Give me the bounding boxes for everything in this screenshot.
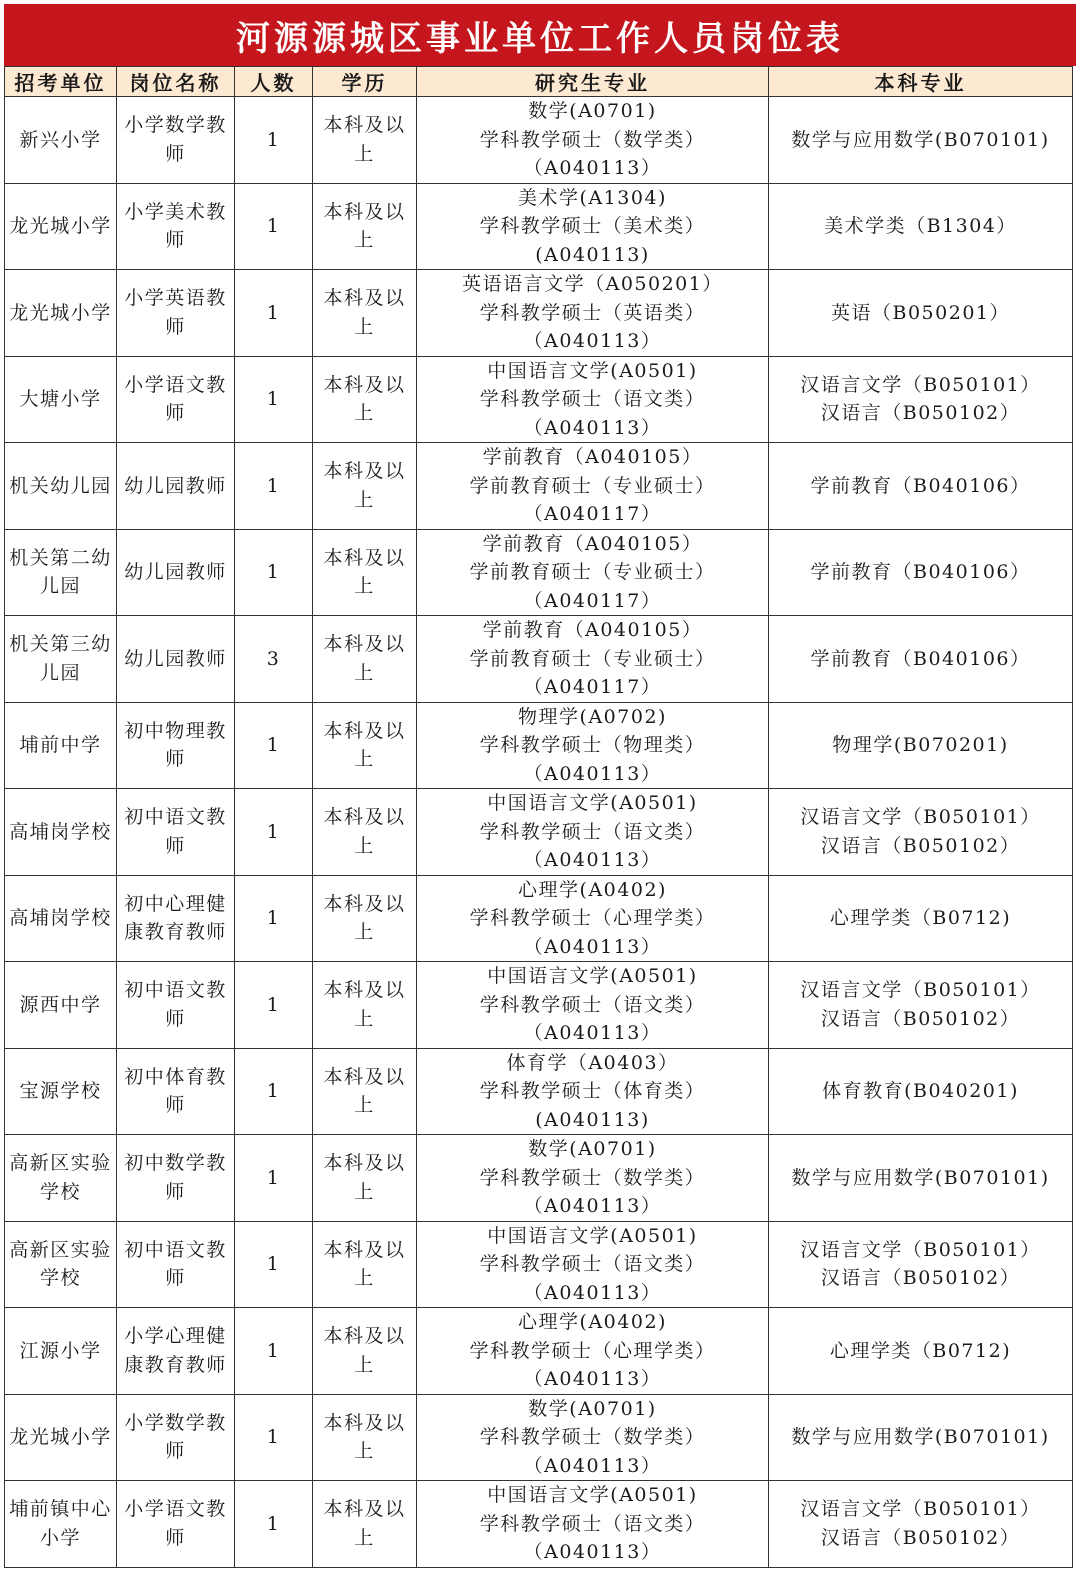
cell-unit: 机关第二幼儿园 — [5, 529, 117, 616]
cell-count: 1 — [235, 529, 313, 616]
table-row — [5, 183, 1073, 270]
cell-undergraduate-major — [769, 529, 1073, 616]
cell-graduate-major-line: 数学(A0701) — [528, 1138, 657, 1160]
cell-graduate-major-line: 学科教学硕士（心理学类） — [469, 907, 716, 929]
table-row — [5, 1221, 1073, 1308]
cell-position: 幼儿园教师 — [117, 443, 235, 530]
cell-unit: 大塘小学 — [5, 356, 117, 443]
cell-undergraduate-major-line: 汉语言（B050102） — [820, 1526, 1021, 1549]
cell-count: 1 — [235, 1221, 313, 1308]
cell-graduate-major — [417, 1308, 769, 1395]
cell-undergraduate-major-line: 汉语言文学（B050101） — [800, 373, 1041, 396]
cell-unit: 龙光城小学 — [5, 1394, 117, 1481]
cell-graduate-major — [417, 702, 769, 789]
cell-count: 1 — [235, 356, 313, 443]
cell-position: 初中语文教师 — [117, 962, 235, 1049]
cell-graduate-major-line: 学科教学硕士（心理学类） — [469, 1339, 716, 1362]
cell-education: 本科及以上 — [313, 789, 417, 876]
cell-graduate-major-line: 英语语言文学（A050201） — [462, 273, 723, 295]
cell-graduate-major-line: （A040113） — [523, 1195, 662, 1217]
cell-unit: 机关幼儿园 — [5, 443, 117, 530]
cell-graduate-major-line: 学科教学硕士（数学类） — [479, 128, 706, 151]
cell-graduate-major-line: 中国语言文学(A0501) — [487, 1224, 698, 1247]
cell-graduate-major-line: （A040113） — [523, 157, 662, 179]
cell-undergraduate-major-line: 数学与应用数学(B070101) — [791, 1426, 1050, 1448]
cell-undergraduate-major — [769, 443, 1073, 530]
cell-undergraduate-major-line: 英语（B050201） — [831, 301, 1010, 324]
header-count: 人数 — [235, 67, 313, 97]
cell-position: 幼儿园教师 — [117, 616, 235, 703]
cell-graduate-major-line: （A040117） — [523, 676, 662, 698]
cell-undergraduate-major — [769, 789, 1073, 876]
cell-unit: 龙光城小学 — [5, 270, 117, 357]
table-row — [5, 616, 1073, 703]
cell-graduate-major-line: 学科教学硕士（物理类） — [479, 734, 706, 756]
cell-graduate-major-line: 学科教学硕士（语文类） — [479, 993, 706, 1016]
table-row — [5, 1048, 1073, 1135]
cell-graduate-major — [417, 1481, 769, 1568]
cell-graduate-major — [417, 443, 769, 530]
cell-unit: 高新区实验学校 — [5, 1221, 117, 1308]
table-row — [5, 875, 1073, 962]
cell-graduate-major-line: （A040117） — [523, 589, 662, 612]
cell-undergraduate-major — [769, 183, 1073, 270]
cell-undergraduate-major — [769, 1308, 1073, 1395]
cell-undergraduate-major-line: 学前教育（B040106） — [810, 647, 1031, 670]
cell-undergraduate-major — [769, 1394, 1073, 1481]
cell-graduate-major-line: 学科教学硕士（体育类） — [479, 1080, 706, 1102]
cell-graduate-major-line: 学科教学硕士（语文类） — [479, 388, 706, 410]
cell-position: 小学语文教师 — [117, 356, 235, 443]
cell-undergraduate-major — [769, 1048, 1073, 1135]
cell-undergraduate-major-line: 汉语言文学（B050101） — [800, 1498, 1041, 1521]
cell-education: 本科及以上 — [313, 1048, 417, 1135]
cell-position: 小学数学教师 — [117, 97, 235, 184]
cell-count: 1 — [235, 702, 313, 789]
header-undergraduate-major: 本科专业 — [769, 67, 1073, 97]
cell-graduate-major-line: （A040113） — [523, 416, 662, 439]
cell-unit: 高新区实验学校 — [5, 1135, 117, 1222]
table-row — [5, 97, 1073, 184]
table-row — [5, 1481, 1073, 1568]
cell-graduate-major — [417, 97, 769, 184]
cell-undergraduate-major-line: 物理学(B070201) — [832, 734, 1009, 756]
cell-count: 1 — [235, 97, 313, 184]
job-table-sheet — [4, 0, 1076, 1568]
cell-graduate-major-line: （A040113） — [523, 1368, 662, 1390]
cell-count: 1 — [235, 789, 313, 876]
cell-graduate-major — [417, 789, 769, 876]
cell-undergraduate-major — [769, 270, 1073, 357]
cell-graduate-major — [417, 1221, 769, 1308]
cell-undergraduate-major — [769, 1135, 1073, 1222]
cell-graduate-major-line: （A040113） — [523, 330, 662, 352]
header-position: 岗位名称 — [117, 67, 235, 97]
cell-graduate-major-line: 中国语言文学(A0501) — [487, 359, 698, 382]
cell-undergraduate-major — [769, 97, 1073, 184]
table-row — [5, 443, 1073, 530]
header-graduate-major: 研究生专业 — [417, 67, 769, 97]
cell-unit: 机关第三幼儿园 — [5, 616, 117, 703]
cell-unit: 埔前中学 — [5, 702, 117, 789]
cell-undergraduate-major-line: 汉语言文学（B050101） — [800, 979, 1041, 1002]
cell-education: 本科及以上 — [313, 529, 417, 616]
cell-graduate-major-line: 物理学(A0702) — [518, 705, 667, 728]
cell-graduate-major-line: 数学(A0701) — [528, 100, 657, 122]
cell-undergraduate-major-line: 汉语言文学（B050101） — [800, 1238, 1041, 1261]
cell-graduate-major-line: 心理学(A0402) — [518, 878, 667, 901]
cell-undergraduate-major-line: 体育教育(B040201) — [822, 1080, 1019, 1102]
cell-undergraduate-major — [769, 1221, 1073, 1308]
cell-education: 本科及以上 — [313, 1394, 417, 1481]
cell-graduate-major-line: 学前教育（A040105） — [482, 532, 703, 555]
cell-undergraduate-major — [769, 1481, 1073, 1568]
cell-unit: 宝源学校 — [5, 1048, 117, 1135]
cell-unit: 埔前镇中心小学 — [5, 1481, 117, 1568]
cell-graduate-major-line: (A040113) — [535, 1108, 650, 1131]
cell-graduate-major-line: 学科教学硕士（数学类） — [479, 1166, 706, 1189]
cell-count: 1 — [235, 875, 313, 962]
cell-undergraduate-major-line: 汉语言（B050102） — [820, 834, 1021, 857]
cell-graduate-major-line: 心理学(A0402) — [518, 1311, 667, 1333]
cell-count: 1 — [235, 962, 313, 1049]
cell-graduate-major-line: （A040113） — [523, 935, 662, 958]
cell-undergraduate-major-line: 心理学类（B0712) — [829, 907, 1012, 929]
cell-graduate-major — [417, 616, 769, 703]
cell-graduate-major-line: 学前教育硕士（专业硕士） — [469, 474, 716, 497]
table-row — [5, 1308, 1073, 1395]
cell-graduate-major-line: 学科教学硕士（英语类） — [479, 301, 706, 324]
cell-position: 初中语文教师 — [117, 789, 235, 876]
cell-position: 初中物理教师 — [117, 702, 235, 789]
cell-education: 本科及以上 — [313, 356, 417, 443]
cell-unit: 高埔岗学校 — [5, 789, 117, 876]
cell-graduate-major-line: 学前教育（A040105） — [482, 446, 703, 468]
cell-position: 幼儿园教师 — [117, 529, 235, 616]
cell-graduate-major-line: 美术学(A1304) — [518, 186, 667, 209]
cell-undergraduate-major — [769, 356, 1073, 443]
cell-undergraduate-major-line: 汉语言（B050102） — [820, 1267, 1021, 1290]
cell-position: 初中心理健康教育教师 — [117, 875, 235, 962]
cell-count: 1 — [235, 183, 313, 270]
table-row — [5, 1135, 1073, 1222]
cell-position: 初中数学教师 — [117, 1135, 235, 1222]
cell-graduate-major-line: 中国语言文学(A0501) — [487, 792, 698, 814]
cell-position: 初中语文教师 — [117, 1221, 235, 1308]
table-row — [5, 962, 1073, 1049]
positions-table — [4, 66, 1073, 1568]
cell-graduate-major-line: （A040117） — [523, 503, 662, 525]
table-row — [5, 1394, 1073, 1481]
cell-undergraduate-major — [769, 616, 1073, 703]
cell-undergraduate-major-line: 数学与应用数学(B070101) — [791, 1166, 1050, 1189]
cell-count: 1 — [235, 443, 313, 530]
cell-graduate-major-line: 学科教学硕士（数学类） — [479, 1426, 706, 1448]
cell-undergraduate-major-line: 美术学类（B1304） — [824, 215, 1017, 237]
cell-education: 本科及以上 — [313, 1308, 417, 1395]
table-row — [5, 529, 1073, 616]
cell-graduate-major — [417, 962, 769, 1049]
cell-count: 1 — [235, 270, 313, 357]
cell-count: 3 — [235, 616, 313, 703]
cell-graduate-major-line: 学科教学硕士（美术类） — [479, 215, 706, 237]
cell-position: 小学语文教师 — [117, 1481, 235, 1568]
table-body — [5, 97, 1073, 1568]
cell-graduate-major — [417, 270, 769, 357]
cell-graduate-major-line: （A040113） — [523, 1454, 662, 1477]
header-unit: 招考单位 — [5, 67, 117, 97]
cell-graduate-major-line: （A040113） — [523, 1541, 662, 1563]
cell-education: 本科及以上 — [313, 97, 417, 184]
cell-undergraduate-major-line: 数学与应用数学(B070101) — [791, 128, 1050, 151]
cell-undergraduate-major-line: 学前教育（B040106） — [810, 474, 1031, 497]
cell-education: 本科及以上 — [313, 962, 417, 1049]
cell-graduate-major-line: 中国语言文学(A0501) — [487, 965, 698, 987]
cell-graduate-major-line: (A040113) — [535, 243, 650, 266]
cell-undergraduate-major — [769, 702, 1073, 789]
cell-education: 本科及以上 — [313, 1221, 417, 1308]
table-header-row — [5, 67, 1073, 97]
cell-graduate-major — [417, 875, 769, 962]
cell-position: 初中体育教师 — [117, 1048, 235, 1135]
cell-graduate-major-line: （A040113） — [523, 1281, 662, 1304]
cell-graduate-major-line: 学前教育硕士（专业硕士） — [469, 561, 716, 583]
cell-education: 本科及以上 — [313, 702, 417, 789]
cell-undergraduate-major-line: 汉语言（B050102） — [820, 1007, 1021, 1030]
cell-count: 1 — [235, 1394, 313, 1481]
cell-unit: 高埔岗学校 — [5, 875, 117, 962]
cell-graduate-major — [417, 1394, 769, 1481]
cell-count: 1 — [235, 1481, 313, 1568]
cell-education: 本科及以上 — [313, 875, 417, 962]
cell-graduate-major — [417, 183, 769, 270]
cell-graduate-major-line: 学科教学硕士（语文类） — [479, 1512, 706, 1535]
cell-graduate-major — [417, 356, 769, 443]
cell-graduate-major — [417, 1135, 769, 1222]
cell-graduate-major-line: 学前教育硕士（专业硕士） — [469, 647, 716, 670]
cell-graduate-major-line: 中国语言文学(A0501) — [487, 1484, 698, 1506]
cell-unit: 新兴小学 — [5, 97, 117, 184]
cell-unit: 龙光城小学 — [5, 183, 117, 270]
cell-undergraduate-major-line: 汉语言文学（B050101） — [800, 806, 1041, 829]
cell-position: 小学心理健康教育教师 — [117, 1308, 235, 1395]
cell-graduate-major-line: 学科教学硕士（语文类） — [479, 820, 706, 843]
cell-graduate-major-line: （A040113） — [523, 1022, 662, 1044]
cell-education: 本科及以上 — [313, 616, 417, 703]
cell-undergraduate-major — [769, 875, 1073, 962]
cell-position: 小学美术教师 — [117, 183, 235, 270]
cell-undergraduate-major-line: 汉语言（B050102） — [820, 402, 1021, 425]
cell-unit: 江源小学 — [5, 1308, 117, 1395]
cell-education: 本科及以上 — [313, 1481, 417, 1568]
cell-unit: 源西中学 — [5, 962, 117, 1049]
cell-graduate-major — [417, 1048, 769, 1135]
page-title: 河源源城区事业单位工作人员岗位表 — [4, 4, 1076, 66]
cell-count: 1 — [235, 1308, 313, 1395]
cell-graduate-major-line: 体育学（A0403） — [506, 1051, 679, 1074]
cell-education: 本科及以上 — [313, 183, 417, 270]
cell-education: 本科及以上 — [313, 443, 417, 530]
cell-count: 1 — [235, 1135, 313, 1222]
cell-graduate-major — [417, 529, 769, 616]
cell-graduate-major-line: 数学(A0701) — [528, 1397, 657, 1420]
table-row — [5, 270, 1073, 357]
table-row — [5, 356, 1073, 443]
cell-undergraduate-major-line: 心理学类（B0712) — [829, 1339, 1012, 1362]
header-education: 学历 — [313, 67, 417, 97]
cell-graduate-major-line: 学前教育（A040105） — [482, 619, 703, 641]
cell-position: 小学英语教师 — [117, 270, 235, 357]
cell-count: 1 — [235, 1048, 313, 1135]
cell-graduate-major-line: （A040113） — [523, 762, 662, 785]
cell-undergraduate-major-line: 学前教育（B040106） — [810, 561, 1031, 583]
cell-position: 小学数学教师 — [117, 1394, 235, 1481]
cell-undergraduate-major — [769, 962, 1073, 1049]
cell-education: 本科及以上 — [313, 270, 417, 357]
cell-education: 本科及以上 — [313, 1135, 417, 1222]
table-row — [5, 789, 1073, 876]
table-row — [5, 702, 1073, 789]
cell-graduate-major-line: 学科教学硕士（语文类） — [479, 1253, 706, 1275]
cell-graduate-major-line: （A040113） — [523, 849, 662, 871]
